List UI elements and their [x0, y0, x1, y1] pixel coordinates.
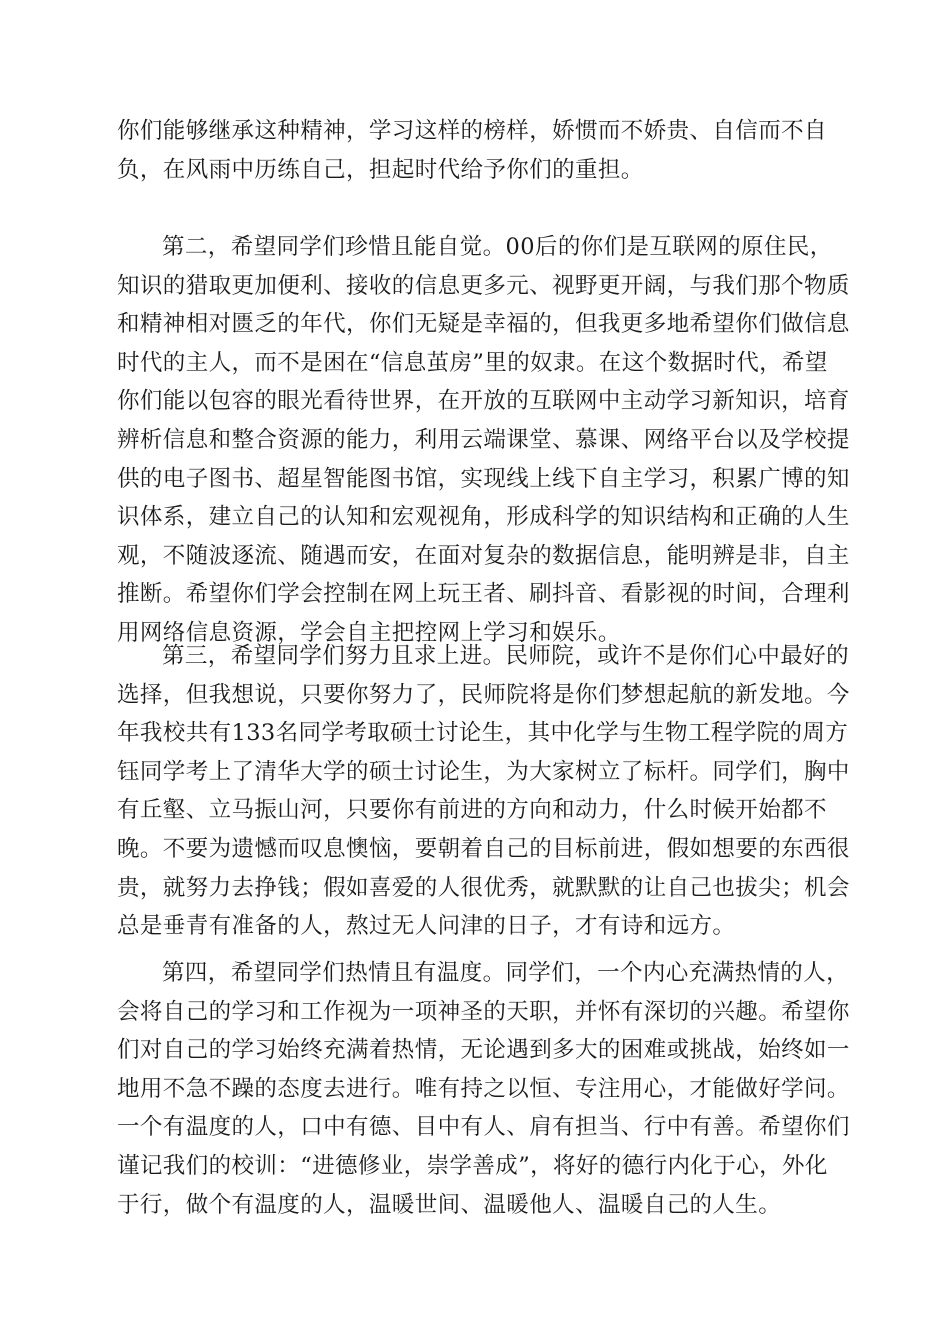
text-line: 地用不急不躁的态度去进行。唯有持之以恒、专注用心，才能做好学问。	[117, 1075, 850, 1102]
text-line: 晚。不要为遗憾而叹息懊恼，要朝着自己的目标前进，假如想要的东西很	[117, 835, 850, 862]
text-line: 年我校共有133名同学考取硕士讨论生，其中化学与生物工程学院的周方	[117, 720, 849, 747]
paragraph-third-point	[117, 637, 850, 946]
text-line: 第四，希望同学们热情且有温度。同学们，一个内心充满热情的人，	[162, 960, 850, 986]
text-line: 贵，就努力去挣钱；假如喜爱的人很优秀，就默默的让自己也拔尖；机会	[117, 874, 850, 901]
text-line: 你们能够继承这种精神，学习这样的榜样，娇惯而不娇贵、自信而不自	[117, 118, 827, 144]
text-line: 总是垂青有准备的人，熬过无人问津的日子，才有诗和远方。	[117, 913, 736, 940]
paragraph-second-point	[117, 228, 850, 653]
paragraph-continuation	[117, 112, 837, 189]
text-line: 钰同学考上了清华大学的硕士讨论生，为大家树立了标杆。同学们，胸中	[117, 758, 850, 785]
text-line: 知识的猎取更加便利、接收的信息更多元、视野更开阔，与我们那个物质	[117, 272, 850, 299]
text-line: 有丘壑、立马振山河，只要你有前进的方向和动力，什么时候开始都不	[117, 797, 827, 824]
paragraph-fourth-point	[117, 954, 850, 1224]
text-line: 于行，做个有温度的人，温暖世间、温暖他人、温暖自己的人生。	[117, 1191, 782, 1218]
text-line: 负，在风雨中历练自己，担起时代给予你们的重担。	[117, 156, 644, 183]
text-line: 选择，但我想说，只要你努力了，民师院将是你们梦想起航的新发地。今	[117, 681, 850, 708]
text-line: 观，不随波逐流、随遇而安，在面对复杂的数据信息，能明辨是非，自主	[117, 542, 850, 569]
text-line: 第二，希望同学们珍惜且能自觉。00后的你们是互联网的原住民，	[162, 234, 833, 260]
text-line: 和精神相对匮乏的年代，你们无疑是幸福的，但我更多地希望你们做信息	[117, 311, 850, 338]
text-line: 们对自己的学习始终充满着热情，无论遇到多大的困难或挑战，始终如一	[117, 1037, 850, 1064]
text-line: 辨析信息和整合资源的能力，利用云端课堂、慕课、网络平台以及学校提	[117, 426, 850, 453]
text-line: 第三，希望同学们努力且求上进。民师院，或许不是你们心中最好的	[162, 643, 850, 669]
text-line: 时代的主人，而不是困在“信息茧房”里的奴隶。在这个数据时代，希望	[117, 349, 828, 376]
text-line: 你们能以包容的眼光看待世界，在开放的互联网中主动学习新知识，培育	[117, 388, 850, 415]
text-line: 会将自己的学习和工作视为一项神圣的天职，并怀有深切的兴趣。希望你	[117, 998, 850, 1025]
text-line: 用网络信息资源，学会自主把控网上学习和娱乐。	[117, 619, 621, 646]
text-line: 识体系，建立自己的认知和宏观视角，形成科学的知识结构和正确的人生	[117, 504, 850, 531]
text-line: 谨记我们的校训：“进德修业，崇学善成”，将好的德行内化于心，外化	[117, 1152, 828, 1179]
text-line: 一个有温度的人，口中有德、目中有人、肩有担当、行中有善。希望你们	[117, 1114, 850, 1141]
text-line: 供的电子图书、超星智能图书馆，实现线上线下自主学习，积累广博的知	[117, 465, 850, 492]
text-line: 推断。希望你们学会控制在网上玩王者、刷抖音、看影视的时间，合理利	[117, 581, 850, 608]
